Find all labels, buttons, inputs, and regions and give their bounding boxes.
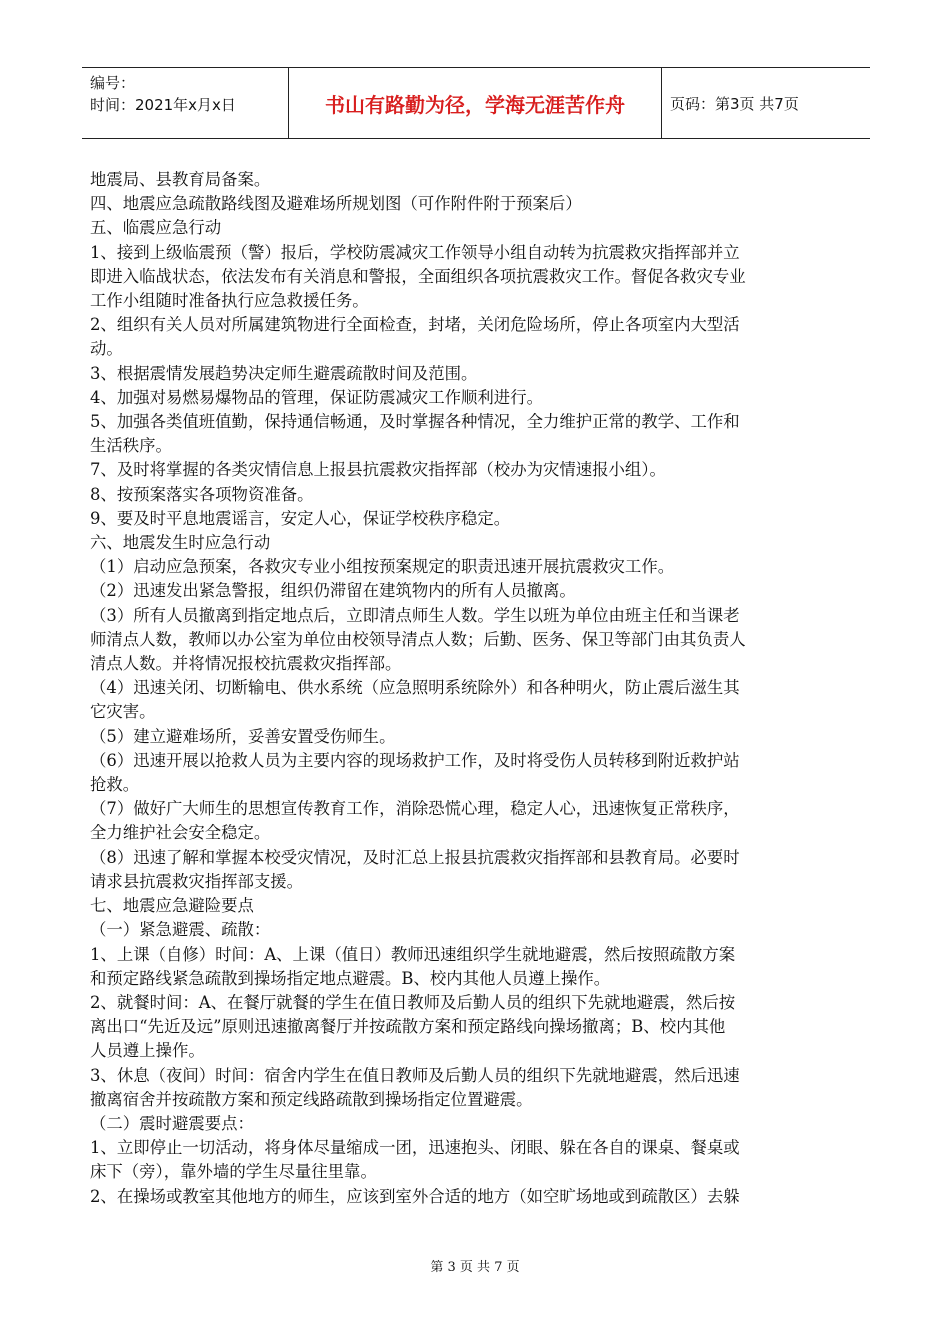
text-line: 抢救。 bbox=[90, 775, 140, 795]
text-line: 五、临震应急行动 bbox=[90, 218, 222, 238]
text-line: 8、按预案落实各项物资准备。 bbox=[90, 484, 314, 504]
text-line: 它灾害。 bbox=[90, 702, 156, 722]
text-line: 4、加强对易燃易爆物品的管理，保证防震减灾工作顺利进行。 bbox=[90, 387, 543, 407]
text-line: 地震局、县教育局备案。 bbox=[90, 170, 271, 189]
text-line: （1）启动应急预案，各救灾专业小组按预案规定的职责迅速开展抗震救灾工作。 bbox=[90, 557, 675, 577]
page-footer: 第 3 页 共 7 页 bbox=[430, 1260, 520, 1275]
text-line: （3）所有人员撤离到指定地点后，立即清点师生人数。学生以班为单位由班主任和当课老 bbox=[90, 605, 740, 625]
text-line: 动。 bbox=[90, 339, 123, 359]
text-line: （二）震时避震要点： bbox=[90, 1113, 254, 1133]
text-line: 2、组织有关人员对所属建筑物进行全面检查，封堵，关闭危险场所，停止各项室内大型活 bbox=[90, 315, 740, 335]
text-line: 1、立即停止一切活动，将身体尽量缩成一团，迅速抱头、闭眼、躲在各自的课桌、餐桌或 bbox=[90, 1138, 740, 1158]
text-line: （7）做好广大师生的思想宣传教育工作，消除恐慌心理，稳定人心，迅速恢复正常秩序， bbox=[90, 799, 740, 819]
text-line: （8）迅速了解和掌握本校受灾情况，及时汇总上报县抗震救灾指挥部和县教育局。必要时 bbox=[90, 847, 740, 867]
page-header bbox=[82, 67, 870, 139]
time-label: 时间：2021年x月x日 bbox=[90, 96, 236, 114]
text-line: 1、上课（自修）时间：A、上课（值日）教师迅速组织学生就地避震，然后按照疏散方案 bbox=[90, 944, 736, 964]
text-line: 3、休息（夜间）时间：宿舍内学生在值日教师及后勤人员的组织下先就地避震，然后迅速 bbox=[90, 1065, 740, 1085]
text-line: 工作小组随时准备执行应急救援任务。 bbox=[90, 291, 369, 311]
text-line: 六、地震发生时应急行动 bbox=[90, 533, 271, 553]
text-line: 四、地震应急疏散路线图及避难场所规划图（可作附件附于预案后） bbox=[90, 194, 582, 214]
text-line: （2）迅速发出紧急警报，组织仍滞留在建筑物内的所有人员撤离。 bbox=[90, 581, 576, 601]
number-label: 编号： bbox=[90, 74, 136, 92]
header-meta bbox=[82, 68, 289, 138]
text-line: 全力维护社会安全稳定。 bbox=[90, 823, 271, 843]
text-line: 人员遵上操作。 bbox=[90, 1041, 205, 1061]
text-line: 和预定路线紧急疏散到操场指定地点避震。B、校内其他人员遵上操作。 bbox=[90, 968, 611, 988]
text-line: 床下（旁），靠外墙的学生尽量往里靠。 bbox=[90, 1162, 377, 1182]
text-line: （一）紧急避震、疏散： bbox=[90, 920, 271, 940]
text-line: （6）迅速开展以抢救人员为主要内容的现场救护工作，及时将受伤人员转移到附近救护站 bbox=[90, 750, 740, 770]
text-line: 2、在操场或教室其他地方的师生，应该到室外合适的地方（如空旷场地或到疏散区）去躲 bbox=[90, 1186, 740, 1206]
text-line: 师清点人数，教师以办公室为单位由校领导清点人数；后勤、医务、保卫等部门由其负责人 bbox=[90, 629, 746, 649]
text-line: 3、根据震情发展趋势决定师生避震疏散时间及范围。 bbox=[90, 363, 478, 383]
text-line: 生活秩序。 bbox=[90, 436, 172, 456]
text-line: 七、地震应急避险要点 bbox=[90, 896, 254, 916]
text-line: 撤离宿舍并按疏散方案和预定线路疏散到操场指定位置避震。 bbox=[90, 1089, 533, 1109]
text-line: 请求县抗震救灾指挥部支援。 bbox=[90, 871, 304, 891]
text-line: 7、及时将掌握的各类灾情信息上报县抗震救灾指挥部（校办为灾情速报小组）。 bbox=[90, 460, 666, 480]
text-line: 9、要及时平息地震谣言，安定人心，保证学校秩序稳定。 bbox=[90, 508, 511, 528]
text-line: （4）迅速关闭、切断输电、供水系统（应急照明系统除外）和各种明火，防止震后滋生其 bbox=[90, 678, 740, 698]
text-line: 1、接到上级临震预（警）报后，学校防震减灾工作领导小组自动转为抗震救灾指挥部并立 bbox=[90, 242, 740, 262]
text-line: 即进入临战状态，依法发布有关消息和警报，全面组织各项抗震救灾工作。督促各救灾专业 bbox=[90, 266, 746, 286]
header-page-label: 页码：第3页 共7页 bbox=[670, 94, 799, 113]
text-line: 离出口“先近及远”原则迅速撤离餐厅并按疏散方案和预定路线向操场撤离；B、校内其他 bbox=[90, 1017, 726, 1037]
text-line: （5）建立避难场所，妥善安置受伤师生。 bbox=[90, 726, 396, 746]
text-line: 2、就餐时间：A、在餐厅就餐的学生在值日教师及后勤人员的组织下先就地避震，然后按 bbox=[90, 992, 736, 1012]
header-motto: 书山有路勤为径，学海无涯苦作舟 bbox=[289, 68, 662, 138]
text-line: 5、加强各类值班值勤，保持通信畅通，及时掌握各种情况，全力维护正常的教学、工作和 bbox=[90, 412, 740, 432]
text-line: 清点人数。并将情况报校抗震救灾指挥部。 bbox=[90, 654, 402, 674]
document-body bbox=[90, 168, 866, 1209]
